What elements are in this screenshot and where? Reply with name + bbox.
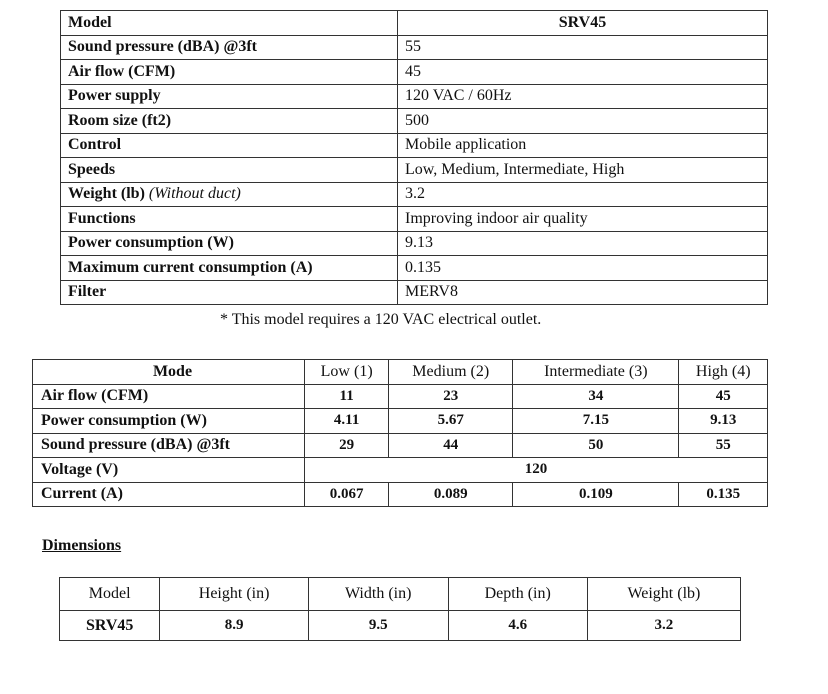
spec-row [61,231,768,256]
modes-header-speed: Low (1) [305,360,389,385]
current-value: 0.109 [513,482,679,507]
spec-label-cell [61,35,398,60]
spec-row [61,60,768,85]
spec-row [61,158,768,183]
spec-row [61,207,768,232]
spec-label: Power supply [68,87,161,105]
spec-row [61,280,768,305]
spec-row [61,182,768,207]
current-value: 0.135 [679,482,768,507]
spec-value: 9.13 [398,231,768,256]
modes-value: 11 [305,384,389,409]
dimensions-header: Model [60,578,160,611]
dimensions-value: 8.9 [160,611,308,641]
spec-label: Speeds [68,160,116,178]
current-label: Current (A) [33,482,305,507]
spec-label-cell [61,109,398,134]
spec-value: Low, Medium, Intermediate, High [398,158,768,183]
spec-label-cell [61,280,398,305]
spec-row [61,256,768,281]
speed-modes-table [32,359,768,507]
dimensions-value: 3.2 [587,611,740,641]
spec-label: Weight (lb) [68,185,145,203]
spec-value: 120 VAC / 60Hz [398,84,768,109]
spec-label-cell [61,84,398,109]
modes-row-label: Power consumption (W) [33,409,305,434]
spec-label-cell [61,256,398,281]
modes-value: 4.11 [305,409,389,434]
dimensions-data-row [60,611,741,641]
spec-header-model: SRV45 [398,11,768,36]
dimensions-model: SRV45 [60,611,160,641]
modes-header-speed: Medium (2) [389,360,513,385]
current-value: 0.089 [389,482,513,507]
voltage-value: 120 [305,458,768,483]
spec-value: Improving indoor air quality [398,207,768,232]
modes-value: 44 [389,433,513,458]
modes-header-speed: High (4) [679,360,768,385]
voltage-label: Voltage (V) [33,458,305,483]
spec-label: Control [68,136,122,154]
current-value: 0.067 [305,482,389,507]
modes-row-label: Air flow (CFM) [33,384,305,409]
outlet-footnote: * This model requires a 120 VAC electrical outlet. [220,311,542,328]
spec-label-cell [61,207,398,232]
spec-value: 500 [398,109,768,134]
spec-label: Air flow (CFM) [68,62,176,80]
spec-label-cell [61,182,398,207]
dimensions-header: Width (in) [308,578,448,611]
spec-row [61,109,768,134]
spec-value: MERV8 [398,280,768,305]
spec-label: Room size (ft2) [68,111,172,129]
spec-label: Power consumption (W) [68,234,234,252]
modes-value: 5.67 [389,409,513,434]
spec-label-cell [61,133,398,158]
spec-value: 0.135 [398,256,768,281]
spec-label-cell [61,60,398,85]
modes-value: 50 [513,433,679,458]
spec-label-cell [61,158,398,183]
dimensions-header: Depth (in) [448,578,587,611]
spec-label-cell [61,231,398,256]
modes-row [33,433,768,458]
modes-header-mode: Mode [33,360,305,385]
modes-current-row [33,482,768,507]
spec-header-label: Model [61,11,398,36]
modes-value: 7.15 [513,409,679,434]
modes-header-speed: Intermediate (3) [513,360,679,385]
modes-value: 23 [389,384,513,409]
spec-label: Filter [68,283,107,301]
dimensions-header: Weight (lb) [587,578,740,611]
modes-voltage-row [33,458,768,483]
spec-label: Maximum current consumption (A) [68,258,313,276]
spec-label: Sound pressure (dBA) @3ft [68,38,257,56]
dimensions-value: 4.6 [448,611,587,641]
modes-row-label: Sound pressure (dBA) @3ft [33,433,305,458]
modes-value: 34 [513,384,679,409]
spec-label: Functions [68,209,136,227]
spec-row [61,84,768,109]
modes-header-row [33,360,768,385]
modes-value: 29 [305,433,389,458]
spec-label-note: (Without duct) [148,185,241,203]
spec-row [61,35,768,60]
spec-row [61,133,768,158]
modes-row [33,409,768,434]
spec-header-row [61,11,768,36]
modes-value: 45 [679,384,768,409]
specifications-table [60,10,768,305]
modes-value: 9.13 [679,409,768,434]
spec-value: 55 [398,35,768,60]
spec-value: 45 [398,60,768,85]
dimensions-header-row [60,578,741,611]
modes-row [33,384,768,409]
dimensions-title: Dimensions [42,537,122,554]
dimensions-table [59,577,741,641]
dimensions-value: 9.5 [308,611,448,641]
spec-value: 3.2 [398,182,768,207]
spec-value: Mobile application [398,133,768,158]
dimensions-header: Height (in) [160,578,308,611]
modes-value: 55 [679,433,768,458]
